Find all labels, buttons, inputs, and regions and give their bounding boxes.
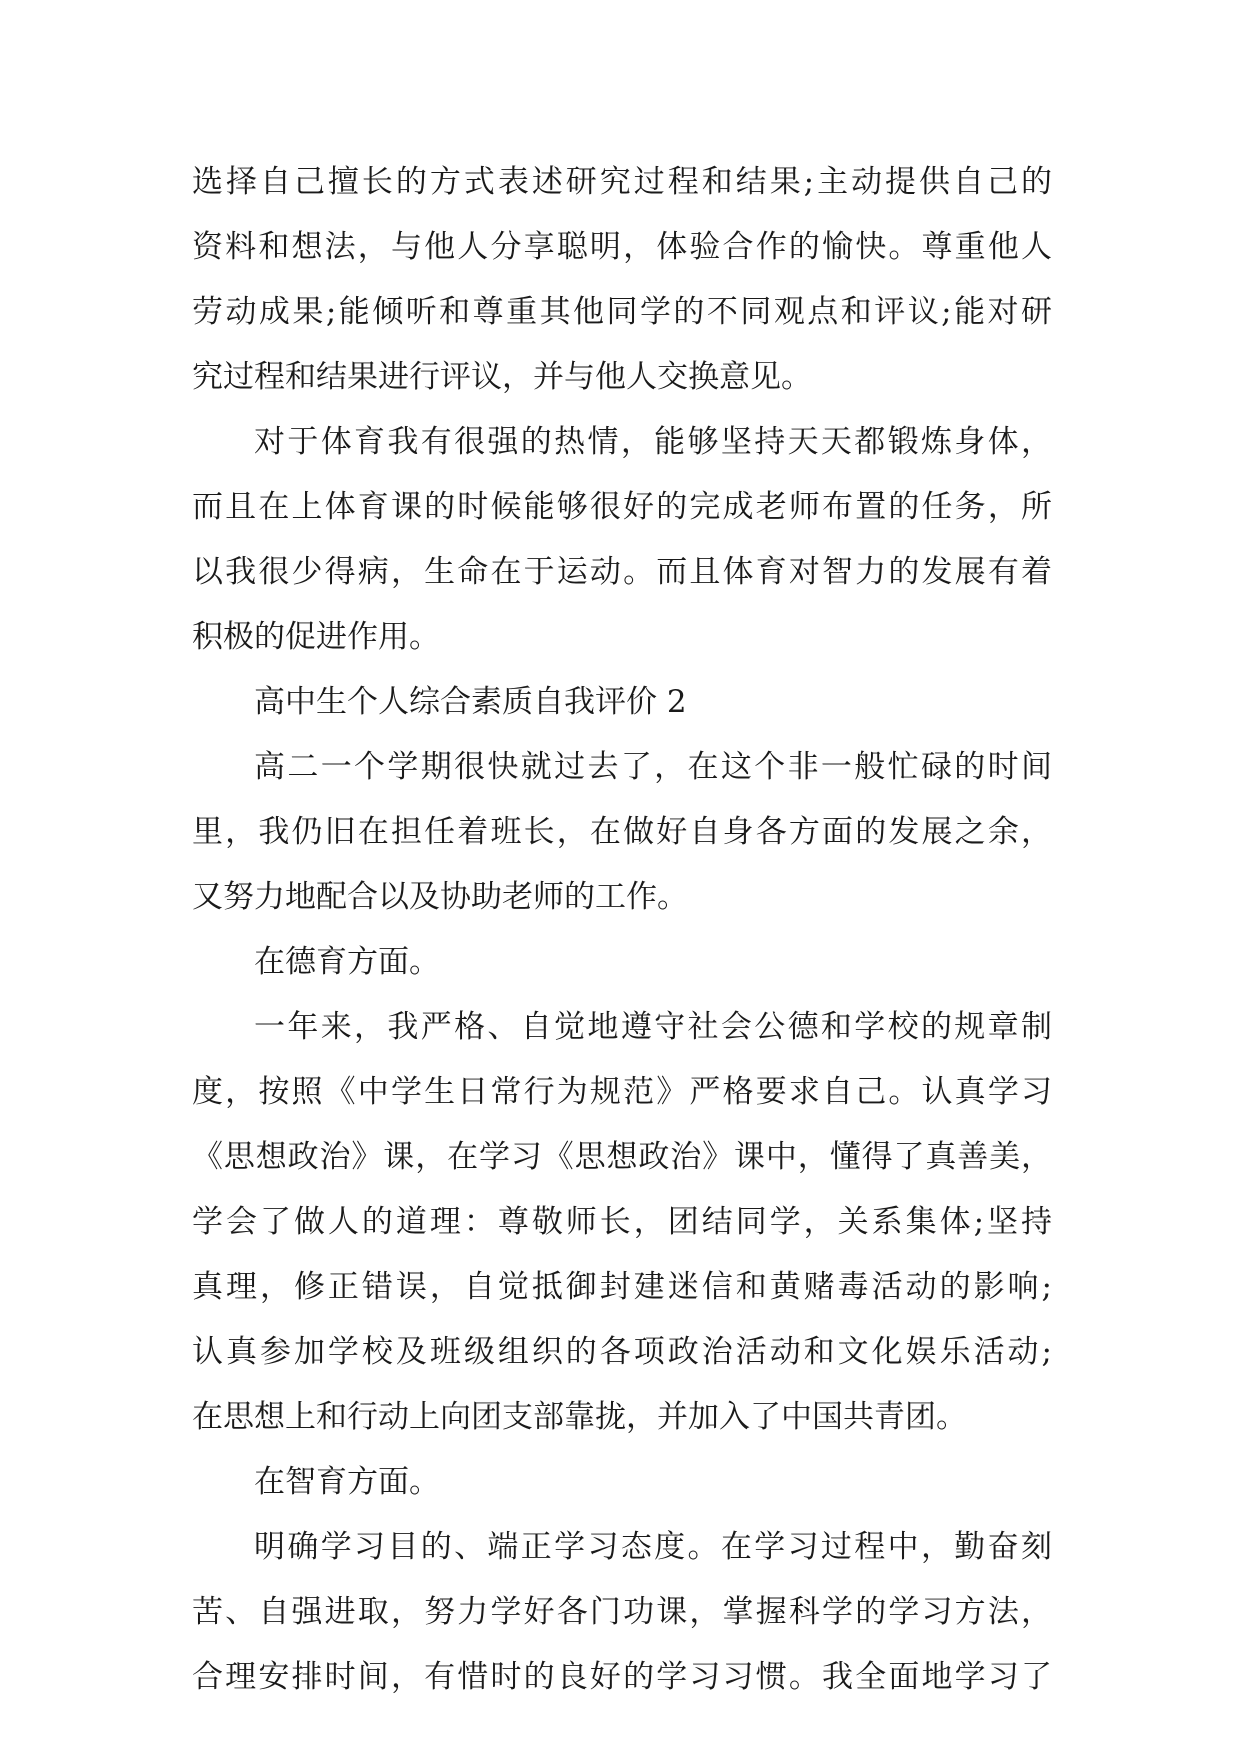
text-line: 以我很少得病，生命在于运动。而且体育对智力的发展有着 [192,554,1052,590]
paragraph [192,995,1052,1450]
text-line: 一年来，我严格、自觉地遵守社会公德和学校的规章制 [254,1009,1052,1045]
paragraph [192,150,1052,410]
text-line: 劳动成果;能倾听和尊重其他同学的不同观点和评议;能对研 [192,294,1052,330]
text-line: 度，按照《中学生日常行为规范》严格要求自己。认真学习 [192,1074,1052,1110]
paragraph [192,410,1052,670]
text-line: 在智育方面。 [254,1464,440,1500]
text-line: 高中生个人综合素质自我评价 2 [254,684,687,720]
text-line: 学会了做人的道理：尊敬师长，团结同学，关系集体;坚持 [192,1204,1052,1240]
text-line: 资料和想法，与他人分享聪明，体验合作的愉快。尊重他人 [192,229,1052,265]
text-line: 高二一个学期很快就过去了，在这个非一般忙碌的时间 [254,749,1052,785]
text-line: 里，我仍旧在担任着班长，在做好自身各方面的发展之余， [192,814,1052,850]
text-line: 合理安排时间，有惜时的良好的学习习惯。我全面地学习了 [192,1659,1052,1695]
text-line: 对于体育我有很强的热情，能够坚持天天都锻炼身体， [254,424,1052,460]
text-line: 苦、自强进取，努力学好各门功课，掌握科学的学习方法， [192,1594,1052,1630]
text-line: 认真参加学校及班级组织的各项政治活动和文化娱乐活动; [192,1334,1052,1370]
text-line: 选择自己擅长的方式表述研究过程和结果;主动提供自己的 [192,164,1052,200]
text-line: 积极的促进作用。 [192,619,440,655]
document-page [192,150,1052,1710]
paragraph [192,930,1052,995]
text-line: 在思想上和行动上向团支部靠拢，并加入了中国共青团。 [192,1399,967,1435]
section-heading [192,670,1052,735]
text-line: 而且在上体育课的时候能够很好的完成老师布置的任务，所 [192,489,1052,525]
text-line: 究过程和结果进行评议，并与他人交换意见。 [192,359,812,395]
paragraph [192,1515,1052,1710]
text-line: 真理，修正错误，自觉抵御封建迷信和黄赌毒活动的影响; [192,1269,1052,1305]
text-line: 又努力地配合以及协助老师的工作。 [192,879,688,915]
paragraph [192,735,1052,930]
paragraph [192,1450,1052,1515]
text-line: 在德育方面。 [254,944,440,980]
text-line: 《思想政治》课，在学习《思想政治》课中，懂得了真善美， [192,1139,1052,1175]
text-line: 明确学习目的、端正学习态度。在学习过程中，勤奋刻 [254,1529,1052,1565]
